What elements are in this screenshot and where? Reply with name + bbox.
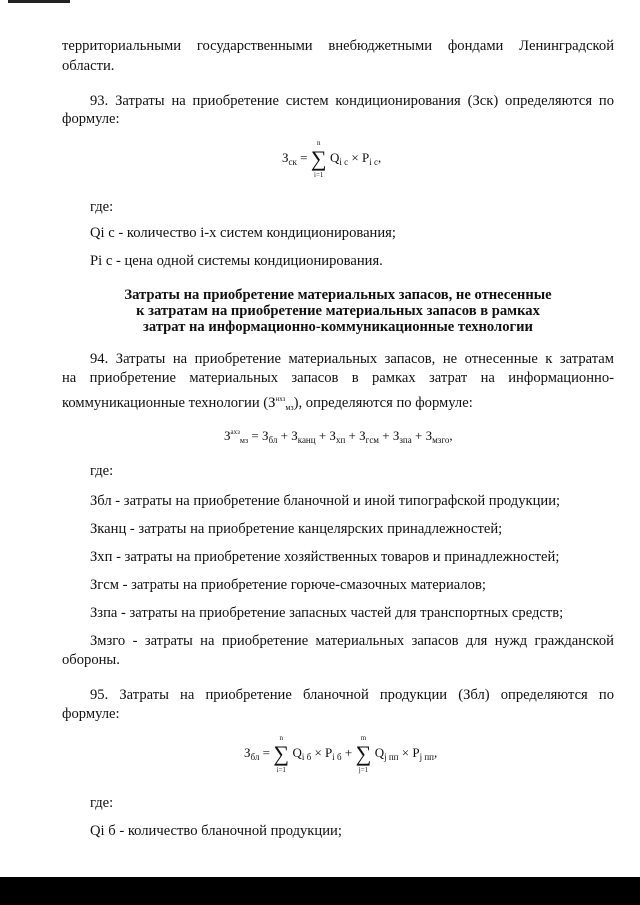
definition-line: Pi с - цена одной системы кондиционирования.: [90, 253, 383, 269]
formula-93: $З_{ск}$ = ∑ n i=1 $Q_{i с} \times P_{i с}$,: [282, 139, 382, 179]
paragraph-94-line: на приобретение материальных запасов в рамках затрат на информационно-: [62, 370, 614, 386]
definition-line: Qi б - количество бланочной продукции;: [90, 823, 342, 839]
paragraph-95-line: 95. Затраты на приобретение бланочной продукции (Збл) определяются по: [90, 687, 614, 703]
scan-edge-mark: [8, 0, 70, 3]
sum-sign-icon: ∑ n i=1: [273, 734, 290, 774]
section-heading: затрат на информационно-коммуникационные технологии: [143, 319, 533, 335]
where-label: где:: [90, 199, 114, 215]
inline-symbol: $З^{нхз}_{мз}$: [268, 395, 294, 412]
formula-95: $З_{бл}$ = ∑ n i=1 $Q_{i б} \times P_{i б}$ + ∑ m j=1 $Q_{j пп} \times P_{j пп}$,: [244, 734, 438, 774]
section-heading: к затратам на приобретение материальных запасов в рамках: [136, 303, 540, 319]
definition-line: Зхп - затраты на приобретение хозяйственных товаров и принадлежностей;: [90, 549, 560, 565]
scan-bottom-border: [0, 877, 640, 905]
definition-line: Qi с - количество i-х систем кондиционирования;: [90, 225, 396, 241]
where-label: где:: [90, 463, 114, 479]
definition-line: Збл - затраты на приобретение бланочной и иной типографской продукции;: [90, 493, 561, 509]
paragraph-93-line: формуле:: [62, 111, 120, 127]
definition-line: Згсм - затраты на приобретение горюче-смазочных материалов;: [90, 577, 486, 593]
definition-line: Змзго - затраты на приобретение материальных запасов для нужд гражданской: [90, 633, 614, 649]
definition-line: Зканц - затраты на приобретение канцелярских принадлежностей;: [90, 521, 503, 537]
where-label: где:: [90, 795, 114, 811]
section-heading: Затраты на приобретение материальных запасов, не отнесенные: [124, 287, 552, 303]
text-line: территориальными государственными внебюджетными фондами Ленинградской: [62, 38, 614, 54]
paragraph-93-line: 93. Затраты на приобретение систем кондиционирования (Зск) определяются по: [90, 93, 614, 109]
sum-sign-icon: ∑ n i=1: [310, 139, 327, 179]
formula-94: $З^{axз}_{мз} = З_{бл} + З_{канц} + З_{хп} + З_{гсм} + З_{зпа} + З_{мзго}$,: [224, 428, 453, 445]
paragraph-94-line: 94. Затраты на приобретение материальных запасов, не отнесенные к затратам: [90, 351, 614, 367]
definition-line: обороны.: [62, 652, 120, 668]
sum-sign-icon: ∑ m j=1: [355, 734, 372, 774]
definition-line: Ззпа - затраты на приобретение запасных частей для транспортных средств;: [90, 605, 564, 621]
paragraph-94-line: коммуникационные технологии $(З^{нхз}_{мз})$, определяются по формуле:: [62, 395, 473, 412]
paragraph-95-line: формуле:: [62, 706, 120, 722]
text-line: области.: [62, 58, 115, 74]
